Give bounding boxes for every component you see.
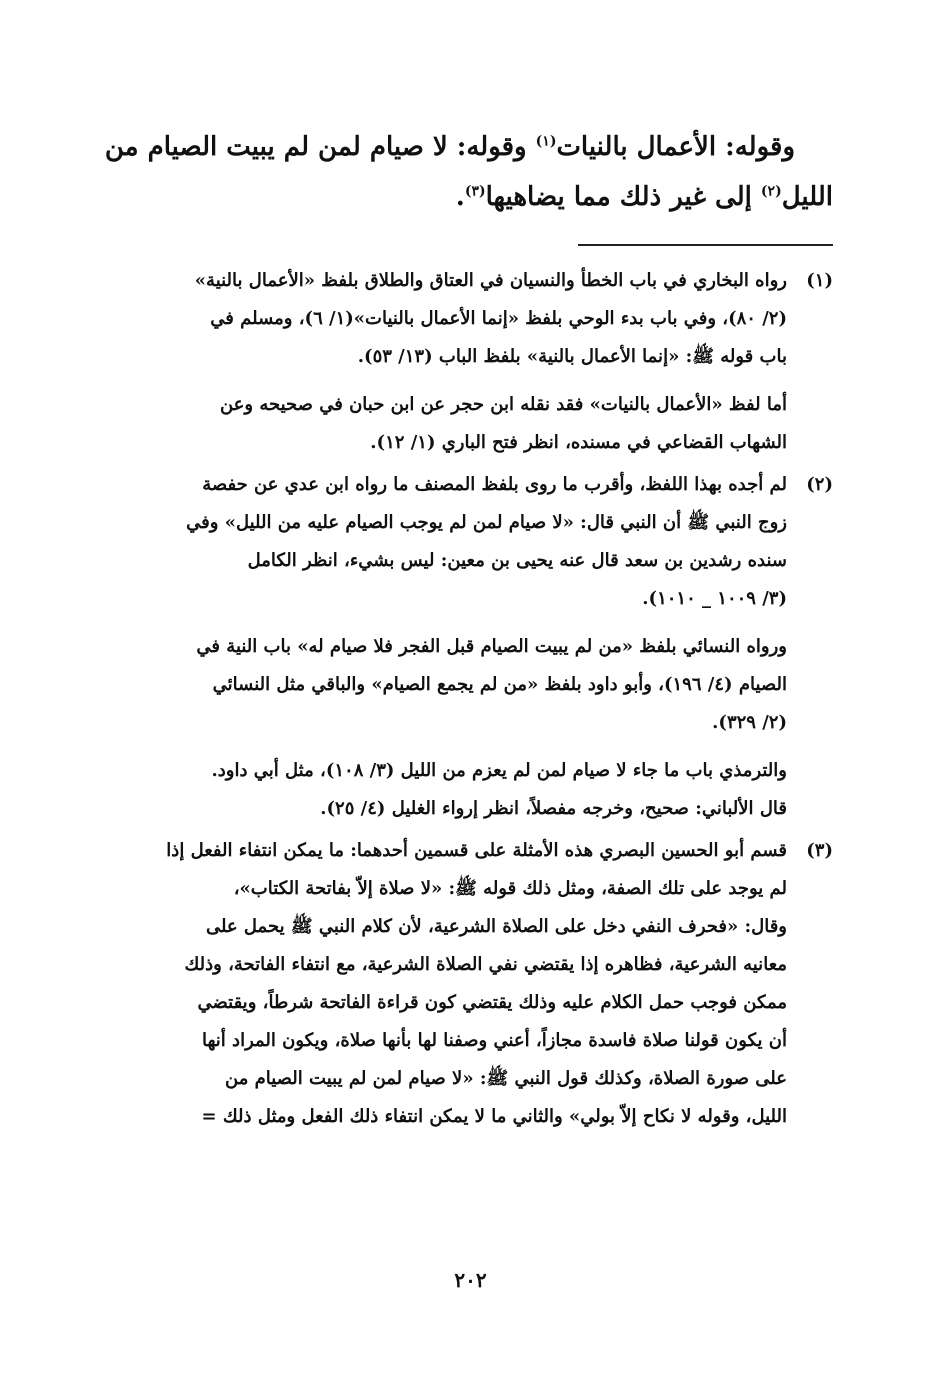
footnote-line: وقال: «فحرف النفي دخل على الصلاة الشرعية، لأن كلام النبي ﷺ يحمل على [205,916,787,937]
footnote-line: ممكن فوجب حمل الكلام عليه وذلك يقتضي كون قراءة الفاتحة شرطاً، ويقتضي [197,992,787,1013]
footnote-reference-2[interactable]: (٢) [760,183,782,200]
footnote-line: زوج النبي ﷺ أن النبي قال: «لا صيام لمن لم يوجب الصيام عليه من الليل» وفي [186,512,787,533]
footnote-line: سنده رشدين بن سعد قال عنه يحيى بن معين: ليس بشيء، انظر الكامل [247,550,787,571]
footnote-line: أما لفظ «الأعمال بالنيات» فقد نقله ابن حجر عن ابن حبان في صحيحه وعن [219,394,787,415]
footnote-line: قال الألباني: صحيح، وخرجه مفصلاً، انظر إرواء الغليل (٤/ ٢٥). [320,798,787,819]
footnote [93,262,833,462]
main-text-segment: وقوله: الأعمال بالنيات [556,132,795,162]
footnote-line: (٢/ ٨٠)، وفي باب بدء الوحي بلفظ «إنما الأعمال بالنيات»(١/ ٦)، ومسلم في [210,308,787,329]
footnote-number: (١) [806,270,833,291]
footnote-line: (٢/ ٣٢٩). [712,712,787,733]
main-text-segment: وقوله: لا صيام لمن لم يبيت الصيام من [104,132,536,162]
main-text-segment: إلى غير ذلك مما يضاهيها [485,182,761,212]
page-number: ٢٠٢ [454,1268,487,1292]
footnotes-section [93,262,833,1140]
footnote-paragraph [93,752,787,828]
main-body-text [83,122,833,222]
main-text-line-1 [83,122,833,172]
footnote-line: قسم أبو الحسين البصري هذه الأمثلة على قسمين أحدهما: ما يمكن انتفاء الفعل إذا [166,840,787,861]
footnote-paragraph [93,466,787,618]
footnote-line: والترمذي باب ما جاء لا صيام لمن لم يعزم من الليل (٣/ ١٠٨)، مثل أبي داود. [211,760,787,781]
footnote [93,832,833,1136]
main-text-segment: الليل [781,182,833,212]
footnote-line: الصيام (٤/ ١٩٦)، وأبو داود بلفظ «من لم يجمع الصيام» والباقي مثل النسائي [212,674,787,695]
footnote-line: رواه البخاري في باب الخطأ والنسيان في العتاق والطلاق بلفظ «الأعمال بالنية» [194,270,787,291]
footnote-line: على صورة الصلاة، وكذلك قول النبي ﷺ: «لا صيام لمن لم يبيت الصيام من [225,1068,787,1089]
footnote-line: ورواه النسائي بلفظ «من لم يبيت الصيام قبل الفجر فلا صيام له» باب النية في [196,636,787,657]
footnote-line: (٣/ ١٠٠٩ _ ١٠١٠). [642,588,787,609]
footnote-reference-1[interactable]: (١) [535,133,557,150]
footnote-line: لم أجده بهذا اللفظ، وأقرب ما روى بلفظ المصنف ما رواه ابن عدي عن حفصة [202,474,787,495]
footnote [93,466,833,828]
footnote-paragraph [93,386,787,462]
footnote-line: معانيه الشرعية، فظاهره إذا يقتضي نفي الصلاة الشرعية، مع انتفاء الفاتحة، وذلك [184,954,787,975]
footnote-reference-3[interactable]: (٣) [464,183,486,200]
footnote-paragraph [93,832,787,1136]
footnote-line: أن يكون قولنا صلاة فاسدة مجازاً، أعني وصفنا لها بأنها صلاة، ويكون المراد أنها [202,1030,787,1051]
footnote-paragraph [93,628,787,742]
footnote-line: باب قوله ﷺ: «إنما الأعمال بالنية» بلفظ الباب (١٣/ ٥٣). [357,346,787,367]
footnote-line: الشهاب القضاعي في مسنده، انظر فتح الباري (١/ ١٢). [370,432,787,453]
footnote-line: لم يوجد على تلك الصفة، ومثل ذلك قوله ﷺ: «لا صلاة إلاّ بفاتحة الكتاب»، [233,878,787,899]
main-text-segment: . [455,182,465,212]
footnote-paragraph [93,262,787,376]
footnote-line: الليل، وقوله لا نكاح إلاّ بولي» والثاني ما لا يمكن انتفاء ذلك الفعل ومثل ذلك = [201,1106,787,1127]
footnote-separator [578,244,833,246]
footnote-number: (٣) [806,840,833,861]
footnote-number: (٢) [806,474,833,495]
main-text-line-2 [83,172,833,222]
